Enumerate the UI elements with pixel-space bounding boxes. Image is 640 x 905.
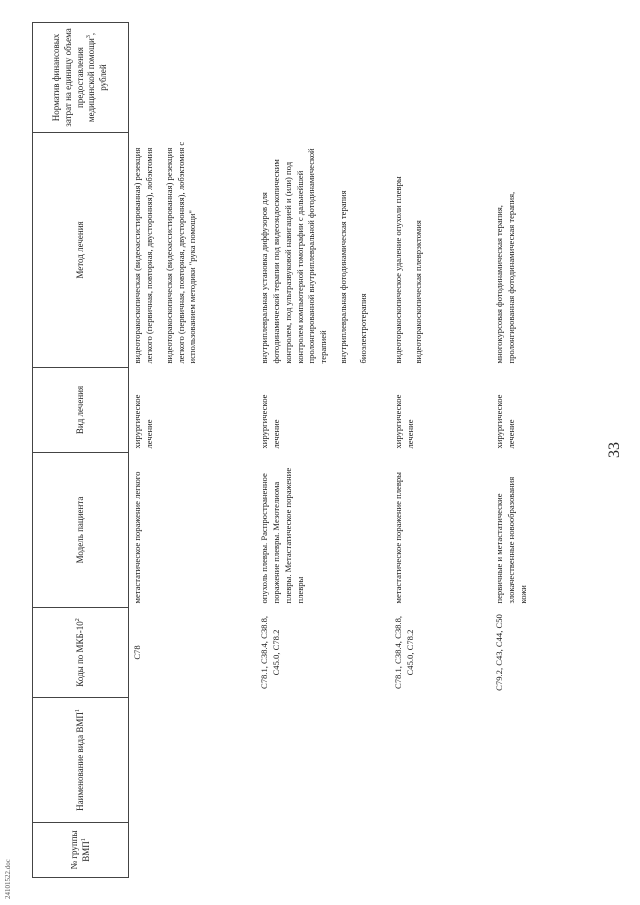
header-mkb-codes: Коды по МКБ-$10^2$: [33, 608, 129, 698]
header-treatment-method: Метод лечения: [33, 133, 129, 368]
vmp-name-cell: [390, 698, 491, 823]
cost-norm-cell: [390, 23, 491, 133]
treatment-method-item: видеоторакоскопическая (видеоассистированная) резекция легкого (первичная, повторная, двусторонняя), лобэктомия: [132, 147, 154, 364]
patient-model-cell: метастатическое поражение плевры: [393, 472, 403, 604]
treatment-type-cell: хирургическое лечение: [494, 394, 516, 449]
cost-norm-cell: [256, 23, 390, 133]
group-no-cell: [256, 823, 390, 878]
mkb-codes-cell: C78: [132, 645, 142, 660]
header-cost-norm: Норматив финансовых затрат на единицу объема предоставления медицинской помощи$^3$, рублей: [33, 23, 129, 133]
table-row: [256, 23, 390, 878]
vmp-name-cell: [256, 698, 390, 823]
treatment-type-cell: хирургическое лечение: [259, 394, 281, 449]
mkb-codes-cell: C79.2, C43, C44, C50: [494, 614, 504, 691]
footnote-marker: 1: [74, 709, 81, 713]
treatment-method-item: биоэлектротерапия: [358, 293, 369, 364]
table-row: [390, 23, 491, 878]
mkb-codes-cell: C78.1, C38.4, C38.8, C45.0, C78.2: [393, 615, 415, 690]
header-vmp-name: Наименование вида ВМП$^1$: [33, 698, 129, 823]
mkb-codes-cell: C78.1, C38.4, C38.8, C45.0, C78.2: [259, 615, 281, 690]
table-row: [491, 23, 574, 878]
treatment-method-cell: [129, 133, 257, 368]
treatment-method-item: внутриплевральная установка диффузоров для фотодинамической терапии под видеоэндоскопическим контролем, под ультразвуковой навигацией и (или) под контролем компьютерной томографии с дальнейшей пролонгированной внутриплевральной фотодинамической терапией: [259, 148, 329, 364]
page-number: 33: [606, 442, 623, 458]
group-no-cell: [129, 823, 257, 878]
treatment-method-item: многокурсовая фотодинамическая терапия, пролонгированная фотодинамическая терапия,: [494, 191, 516, 364]
vmp-name-cell: [129, 698, 257, 823]
treatment-method-cell: [491, 133, 574, 368]
group-no-cell: [390, 823, 491, 878]
patient-model-cell: метастатическое поражение легкого: [132, 471, 142, 604]
table-row: [129, 23, 257, 878]
treatment-method-item: внутриплевральная фотодинамическая терапия: [338, 190, 349, 364]
header-treatment-type: Вид лечения: [33, 368, 129, 453]
cost-norm-cell: [491, 23, 574, 133]
treatment-method-item: видеоторакоскопическая (видеоассистированная) резекция легкого (первичная, повторная, двусторонняя), лобэктомия с использованием методики "рука помощи": [163, 141, 198, 364]
document-filename: 24101522.doc: [4, 859, 12, 899]
footnote-marker: 2: [74, 618, 81, 622]
treatment-type-cell: хирургическое лечение: [132, 394, 154, 449]
treatment-method-cell: [390, 133, 491, 368]
table-header-row: [33, 23, 129, 878]
header-patient-model: Модель пациента: [33, 453, 129, 608]
treatment-type-cell: хирургическое лечение: [393, 394, 415, 449]
vmp-name-cell: [491, 698, 574, 823]
vmp-table: [32, 22, 574, 878]
header-group-no: № группы ВМП$^1$: [33, 823, 129, 878]
group-no-cell: [491, 823, 574, 878]
footnote-marker: 3: [86, 35, 93, 39]
treatment-method-item: видеоторакоскопическое удаление опухоли плевры: [393, 176, 403, 364]
treatment-method-item: видеоторакоскопическая плеврэктомия: [412, 220, 423, 364]
patient-model-cell: опухоль плевры. Распространенное поражение плевры. Мезотелиома плевры. Метастатическое поражение плевры: [259, 467, 305, 604]
patient-model-cell: первичные и метастатические злокачественные новообразования кожи: [494, 476, 528, 604]
footnote-marker: 1: [80, 838, 87, 842]
cost-norm-cell: [129, 23, 257, 133]
treatment-method-cell: [256, 133, 390, 368]
